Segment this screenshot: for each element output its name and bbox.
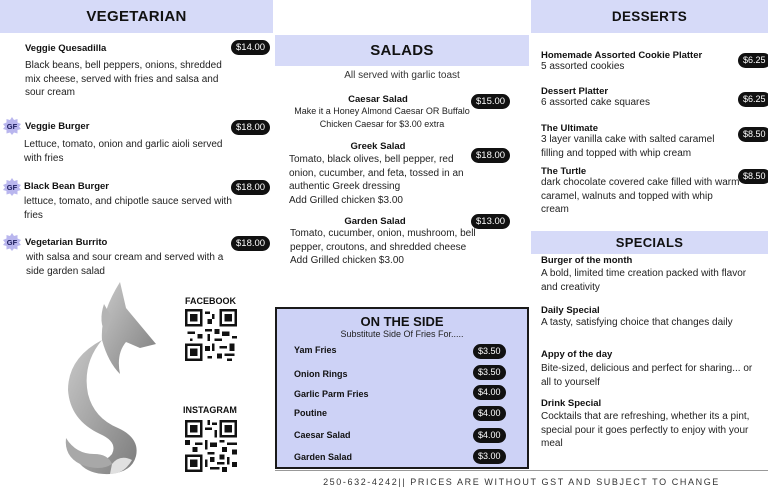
menu-item-description: lettuce, tomato, and chipotle sauce served with fries (24, 196, 232, 221)
side-item-price: $4.00 (473, 385, 506, 400)
menu-item-price: $18.00 (231, 236, 270, 251)
salads-heading: SALADS (370, 42, 434, 59)
menu-item-description: Tomato, cucumber, onion, mushroom, bell pepper, croutons, and shredded cheese (290, 228, 476, 253)
side-item-price: $3.00 (473, 449, 506, 464)
special-name: Drink Special (541, 398, 602, 409)
menu-item-description: Make it a Honey Almond Caesar OR Buffalo Chicken Caesar for $3.00 extra (294, 106, 470, 129)
menu-item-price: $6.25 (738, 53, 768, 68)
side-item-price: $3.50 (473, 344, 506, 359)
facebook-qr-code[interactable] (185, 309, 237, 361)
menu-item-name: The Turtle (541, 166, 587, 177)
specials-heading: SPECIALS (615, 235, 684, 250)
side-item-price: $4.00 (473, 428, 506, 443)
vegetarian-heading-band (0, 0, 273, 33)
special-name: Burger of the month (541, 255, 633, 266)
instagram-label: INSTAGRAM (183, 405, 237, 415)
menu-item-price: $8.50 (738, 169, 768, 184)
menu-item-extra: Add Grilled chicken $3.00 (289, 195, 403, 206)
menu-item-name: Greek Salad (350, 141, 406, 152)
menu-item-name: Garden Salad (344, 216, 406, 227)
menu-item-price: $13.00 (471, 214, 510, 229)
side-item-name: Garlic Parm Fries (294, 389, 369, 399)
fox-logo-icon (60, 278, 160, 478)
menu-item-name: Veggie Quesadilla (25, 43, 107, 54)
gluten-free-badge-icon (3, 178, 21, 196)
menu-item-description: with salsa and sour cream and served with a side garden salad (26, 252, 224, 277)
facebook-label: FACEBOOK (185, 296, 237, 306)
specials-heading-band (531, 231, 768, 254)
menu-item-price: $18.00 (471, 148, 510, 163)
special-description: Bite-sized, delicious and perfect for sharing... or all to yourself (541, 363, 753, 388)
menu-item-description: 5 assorted cookies (541, 61, 625, 72)
gf-badge-text: GF (6, 237, 18, 247)
side-item-name: Onion Rings (294, 369, 348, 379)
special-description: A bold, limited time creation packed with flavor and creativity (541, 268, 747, 293)
desserts-heading: DESSERTS (611, 9, 688, 24)
vegetarian-heading: VEGETARIAN (86, 8, 187, 25)
menu-item-name: The Ultimate (541, 123, 599, 134)
instagram-qr-code[interactable] (185, 420, 237, 472)
gf-badge-text: GF (6, 121, 18, 131)
special-description: Cocktails that are refreshing, whether its a pint, special pour it goes perfectly to enjoy with your meal (541, 411, 750, 449)
menu-item-description: Tomato, black olives, bell pepper, red onion, cucumber, and feta, tossed in an authentic Greek dressing (289, 154, 464, 192)
gluten-free-badge-icon (3, 233, 21, 251)
side-item-name: Garden Salad (294, 452, 353, 462)
menu-item-extra: Add Grilled chicken $3.00 (290, 255, 404, 266)
menu-item-description: dark chocolate covered cake filled with warm caramel, walnuts and topped with whip cream (541, 177, 740, 215)
menu-item-price: $14.00 (231, 40, 270, 55)
menu-item-price: $15.00 (471, 94, 510, 109)
menu-item-name: Vegetarian Burrito (25, 237, 108, 248)
side-item-price: $3.50 (473, 365, 506, 380)
footer-divider (275, 470, 768, 471)
on-the-side-subtitle: Substitute Side Of Fries For..... (340, 329, 464, 339)
menu-item-description: Lettuce, tomato, onion and garlic aioli served with fries (24, 139, 223, 164)
on-the-side-box (275, 307, 529, 469)
side-item-price: $4.00 (473, 406, 506, 421)
gf-badge-text: GF (6, 182, 18, 192)
menu-item-name: Caesar Salad (348, 94, 408, 105)
side-item-name: Poutine (294, 408, 327, 418)
menu-item-description: 3 layer vanilla cake with salted caramel filling and topped with whip cream (541, 134, 715, 159)
menu-item-price: $18.00 (231, 180, 270, 195)
special-description: A tasty, satisfying choice that changes daily (541, 317, 733, 328)
menu-item-name: Dessert Platter (541, 86, 609, 97)
menu-item-price: $6.25 (738, 92, 768, 107)
footer-text: 250-632-4242|| PRICES ARE WITHOUT GST AND SUBJECT TO CHANGE (323, 477, 720, 487)
menu-item-description: 6 assorted cake squares (541, 97, 650, 108)
menu-item-name: Veggie Burger (25, 121, 90, 132)
menu-item-name: Black Bean Burger (24, 181, 110, 192)
special-name: Daily Special (541, 305, 600, 316)
menu-item-description: Black beans, bell peppers, onions, shredded mix cheese, served with fries and salsa and sour cream (25, 60, 222, 98)
gluten-free-badge-icon (3, 117, 21, 135)
salads-heading-band (275, 35, 529, 66)
side-item-name: Caesar Salad (294, 430, 351, 440)
salads-subtitle: All served with garlic toast (344, 70, 460, 81)
desserts-heading-band (531, 0, 768, 33)
menu-item-name: Homemade Assorted Cookie Platter (541, 50, 703, 61)
on-the-side-heading: ON THE SIDE (360, 314, 444, 329)
side-item-name: Yam Fries (294, 345, 337, 355)
menu-item-price: $18.00 (231, 120, 270, 135)
special-name: Appy of the day (541, 349, 613, 360)
menu-item-price: $8.50 (738, 127, 768, 142)
